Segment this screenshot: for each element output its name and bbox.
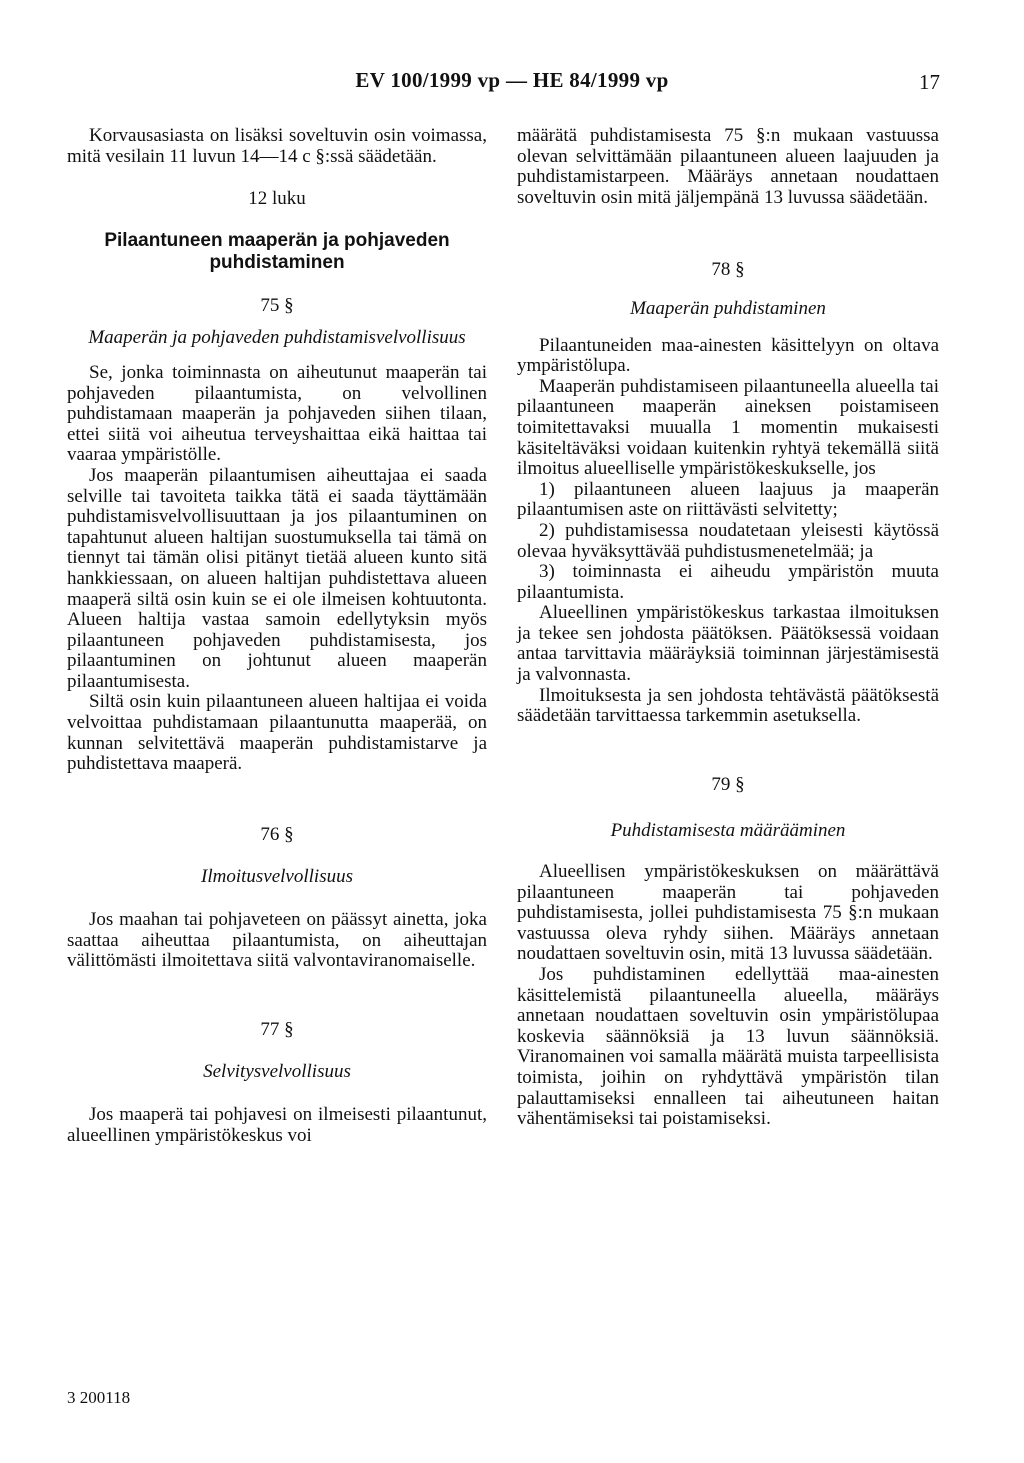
section-78-paragraph-3: Alueellinen ympäristökeskus tarkastaa ilmoituksen ja tekee sen johdosta päätöksen. Päätöksessä voidaan antaa tarvittavia määräyksiä toiminnan järjestämisestä ja valvonnasta. (517, 602, 939, 686)
section-79-paragraph-2: Jos puhdistaminen edellyttää maa-ainesten käsittelemistä pilaantuneella alueella, määräys annetaan noudattaen soveltuvin osin ympäristölupaa koskevia säännöksiä ja 13 luvun säännöksiä. Viranomainen voi samalla määrätä muista tarpeellisista toimista, joihin on ryhdyttävä ympäristön tilan palauttamiseksi ennalleen tai aiheutuneen haitan vähentämiseksi tai poistamiseksi. (517, 964, 939, 1130)
section-76-number: 76 § (260, 823, 294, 845)
section-78-item-1: 1) pilaantuneen alueen laajuus ja maaperän pilaantumisen aste on riittävästi selvitetty; (517, 478, 939, 521)
section-77-title: Selvitysvelvollisuus (203, 1061, 351, 1083)
section-78-item-3: 3) toiminnasta ei aiheudu ympäristön muuta pilaantumista. (517, 561, 939, 603)
intro-paragraph: Korvausasiasta on lisäksi soveltuvin osin voimassa, mitä vesilain 11 luvun 14—14 c §:ssä säädetään. (67, 125, 487, 167)
section-79-number: 79 § (711, 773, 745, 795)
chapter-title: Pilaantuneen maaperän ja pohjaveden puhdistaminen (104, 229, 450, 273)
section-75-paragraph-3: Siltä osin kuin pilaantuneen alueen haltijaa ei voida velvoittaa puhdistamaan pilaantunutta maaperää, on kunnan selvitettävä maaperän puhdistamistarve ja puhdistettava maaperä. (67, 691, 487, 775)
chapter-number: 12 luku (248, 188, 306, 210)
section-78-paragraph-4: Ilmoituksesta ja sen johdosta tehtävästä päätöksestä säädetään tarvittaessa tarkemmin asetuksella. (517, 684, 939, 727)
section-78-paragraph-2: Maaperän puhdistamiseen pilaantuneella alueella tai pilaantuneen maaperän aineksen poistamiseen toimitettavaksi muualla 1 momentin mukaisesti käsiteltäväksi voidaan kuitenkin ryhtyä tekemällä siitä ilmoitus alueelliselle ympäristökeskukselle, jos (517, 375, 939, 480)
section-75-number: 75 § (260, 294, 294, 316)
left-column (67, 126, 487, 1146)
section-75-title: Maaperän ja pohjaveden puhdistamisvelvollisuus (88, 327, 466, 349)
continued-paragraph: määrätä puhdistamisesta 75 §:n mukaan vastuussa olevan selvittämään pilaantuneen alueen laajuuden ja puhdistamistarpeen. Määräys annetaan noudattaen soveltuvin osin mitä jäljempänä 13 luvussa säädetään. (517, 125, 939, 208)
footer-code: 3 200118 (67, 1388, 131, 1407)
section-77-number: 77 § (260, 1018, 294, 1040)
section-78-item-2: 2) puhdistamisessa noudatetaan yleisesti käytössä olevaa hyväksyttävää puhdistusmenetelmää; ja (517, 519, 939, 562)
section-78-paragraph-1: Pilaantuneiden maa-ainesten käsittelyyn on oltava ympäristölupa. (517, 334, 939, 377)
section-79-paragraph-1: Alueellisen ympäristökeskuksen on määrättävä pilaantuneen maaperän tai pohjaveden puhdistamisesta, jollei puhdistamisesta 75 §:n mukaan vastuussa oleva ryhdy siihen. Määräys annetaan noudattaen soveltuvin osin, mitä 13 luvussa säädetään. (517, 861, 939, 965)
section-76-title: Ilmoitusvelvollisuus (201, 866, 353, 888)
page-header (0, 66, 1024, 96)
header-title: EV 100/1999 vp — HE 84/1999 vp (355, 68, 669, 92)
section-77-paragraph-1: Jos maaperä tai pohjavesi on ilmeisesti pilaantunut, alueellinen ympäristökeskus voi (67, 1104, 487, 1146)
right-column (517, 126, 939, 1130)
page-number: 17 (919, 70, 940, 94)
section-79-title: Puhdistamisesta määrääminen (610, 820, 846, 842)
section-75-paragraph-2: Jos maaperän pilaantumisen aiheuttajaa ei saada selville tai tavoiteta taikka tätä ei saada täyttämään puhdistamisvelvollisuuttaan ja jos pilaantuminen on tapahtunut alueen haltijan suostumuksella tai tämä on tiennyt tai tämän olisi pitänyt tietää alueen kunto sitä hankkiessaan, on alueen haltijan puhdistettava alueen maaperä siltä osin kuin se ei ole ilmeisen kohtuutonta. Alueen haltija vastaa samoin edellytyksin myös pilaantuneen pohjaveden puhdistamisesta, jos pilaantuminen on johtunut alueen maaperän pilaantumisesta. (67, 464, 487, 692)
section-78-number: 78 § (711, 259, 745, 281)
section-76-paragraph-1: Jos maahan tai pohjaveteen on päässyt ainetta, joka saattaa aiheuttaa pilaantumista, on aiheuttajan välittömästi ilmoitettava siitä valvontaviranomaiselle. (67, 909, 487, 972)
section-75-paragraph-1: Se, jonka toiminnasta on aiheutunut maaperän tai pohjaveden pilaantumista, on velvollinen puhdistamaan maaperän ja pohjaveden siihen tilaan, ettei siitä voi aiheutua terveyshaittaa eikä haittaa tai vaaraa ympäristölle. (67, 361, 487, 466)
section-78-title: Maaperän puhdistaminen (630, 297, 826, 319)
